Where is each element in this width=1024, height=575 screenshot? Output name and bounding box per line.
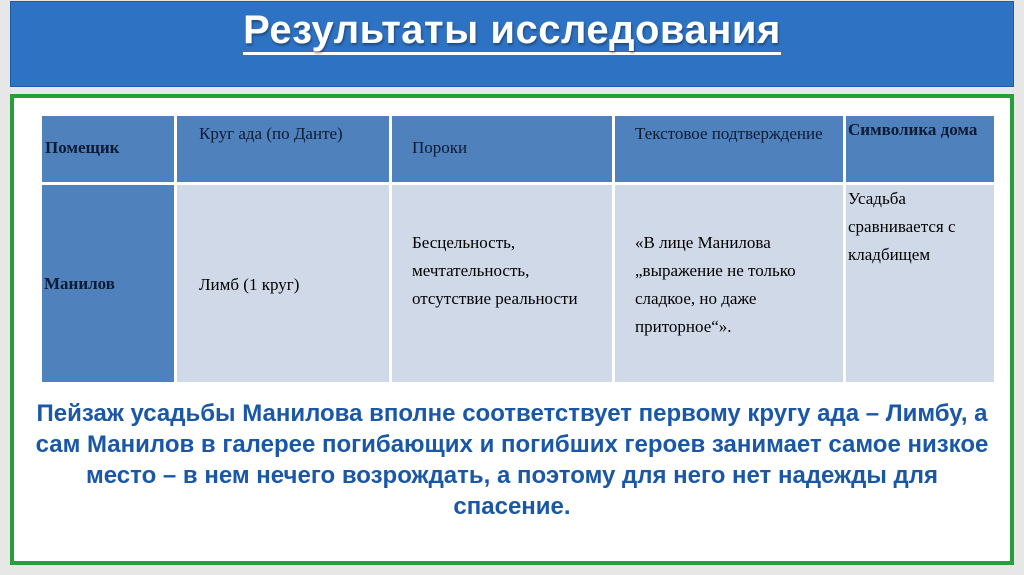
header-vices: Пороки [412,138,468,157]
content-frame [10,94,1014,565]
table-header-row [42,116,994,182]
header-circle: Круг ада (по Данте) [199,124,343,143]
header-landowner: Помещик [45,138,120,157]
slide-title [11,8,1013,53]
header-evidence: Текстовое подтверждение [635,124,823,143]
home-symbol-value: Усадьба сравнивается с кладбищем [848,189,956,264]
header-cell-circle [177,116,389,182]
cell-evidence [615,185,843,382]
vices-value: Бесцельность, мечтательность, отсутствие реальности [412,233,578,308]
header-cell-home-symbol [846,116,994,182]
table-row [42,185,994,382]
cell-home-symbol [846,185,994,382]
header-cell-evidence [615,116,843,182]
header-cell-landowner [42,116,174,182]
cell-vices [392,185,612,382]
cell-circle [177,185,389,382]
header-home-symbol: Символика дома [848,120,978,139]
header-cell-vices [392,116,612,182]
title-bar [10,1,1014,87]
slide-title-text: Результаты исследования [243,8,781,55]
cell-landowner [42,185,174,382]
research-table [39,113,997,385]
landowner-name: Манилов [44,273,115,293]
circle-value: Лимб (1 круг) [199,275,300,294]
evidence-value: «В лице Манилова „выражение не только сладкое, но даже приторное“». [635,233,796,336]
conclusion-text: Пейзаж усадьбы Манилова вполне соответствует первому кругу ада – Лимбу, а сам Манилов в галерее погибающих и погибших героев занимает самое низкое место – в нем нечего возрождать, а поэтому для него нет надежды для спасение. [35,400,989,520]
